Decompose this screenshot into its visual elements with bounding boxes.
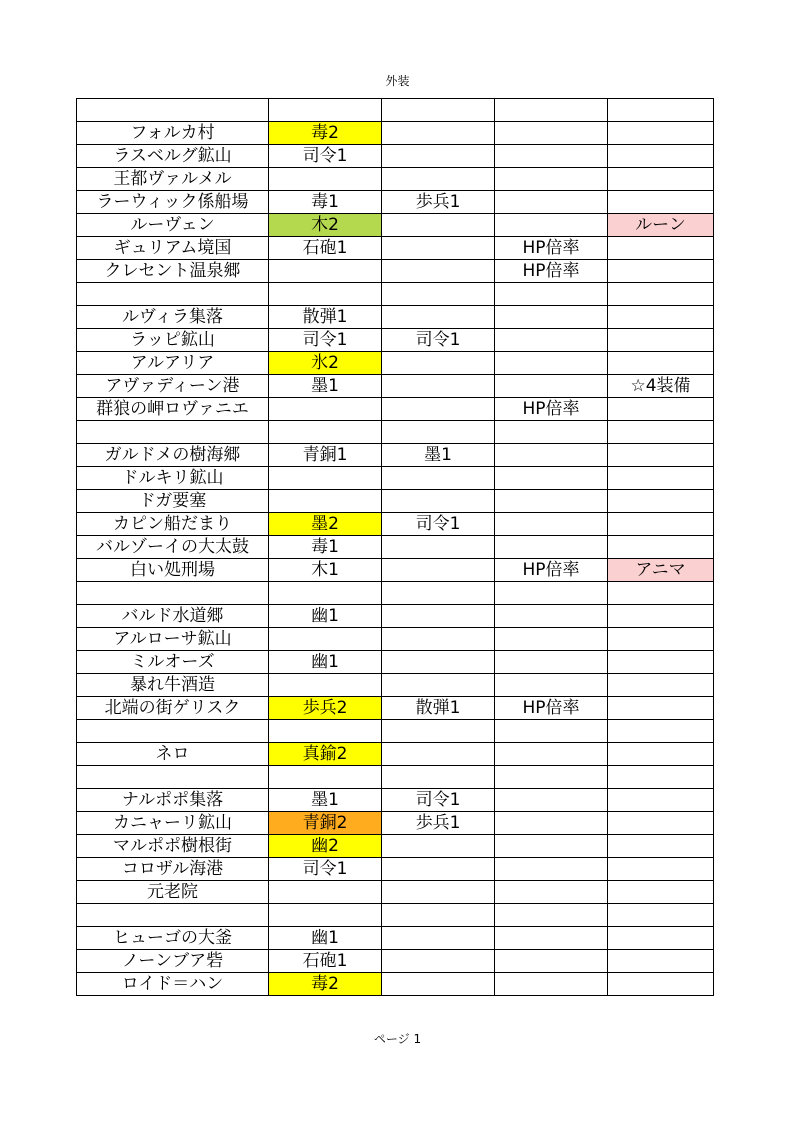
material-secondary-cell [382, 973, 495, 996]
material-primary-cell: 木2 [269, 214, 382, 237]
hp-multiplier-cell [495, 490, 608, 513]
hp-multiplier-cell [495, 973, 608, 996]
spacer-row [77, 582, 714, 605]
table-row [77, 191, 714, 214]
sheet-header-title: 外装 [385, 74, 410, 88]
location-name-cell: 元老院 [77, 881, 269, 904]
material-primary-cell [269, 766, 382, 789]
location-name-cell: ガルドメの樹海郷 [77, 444, 269, 467]
spacer-row [77, 421, 714, 444]
material-secondary-cell: 司令1 [382, 789, 495, 812]
special-cell [608, 421, 714, 444]
table-row [77, 835, 714, 858]
location-name-cell: 暴れ牛酒造 [77, 674, 269, 697]
equipment-table-body [77, 99, 714, 996]
location-name-cell: 王都ヴァルメル [77, 168, 269, 191]
special-cell [608, 973, 714, 996]
location-name-cell [77, 582, 269, 605]
special-cell [608, 858, 714, 881]
hp-multiplier-cell [495, 835, 608, 858]
special-cell [608, 145, 714, 168]
table-row [77, 168, 714, 191]
material-primary-cell: 墨1 [269, 789, 382, 812]
table-row [77, 651, 714, 674]
material-secondary-cell [382, 881, 495, 904]
location-name-cell [77, 421, 269, 444]
hp-multiplier-cell: HP倍率 [495, 237, 608, 260]
hp-multiplier-cell [495, 444, 608, 467]
location-name-cell: マルポポ樹根街 [77, 835, 269, 858]
material-primary-cell [269, 582, 382, 605]
hp-multiplier-cell [495, 582, 608, 605]
special-cell [608, 674, 714, 697]
special-cell [608, 766, 714, 789]
hp-multiplier-cell: HP倍率 [495, 697, 608, 720]
special-cell: アニマ [608, 559, 714, 582]
table-row [77, 444, 714, 467]
hp-multiplier-cell [495, 766, 608, 789]
material-secondary-cell [382, 605, 495, 628]
material-secondary-cell [382, 904, 495, 927]
table-row [77, 490, 714, 513]
material-secondary-cell [382, 950, 495, 973]
material-secondary-cell [382, 283, 495, 306]
spacer-row [77, 283, 714, 306]
special-cell [608, 720, 714, 743]
table-row [77, 329, 714, 352]
location-name-cell: ルヴィラ集落 [77, 306, 269, 329]
material-primary-cell [269, 720, 382, 743]
table-row [77, 628, 714, 651]
material-secondary-cell: 司令1 [382, 329, 495, 352]
spacer-row [77, 720, 714, 743]
special-cell [608, 927, 714, 950]
table-row [77, 260, 714, 283]
special-cell [608, 835, 714, 858]
location-name-cell: ラッピ鉱山 [77, 329, 269, 352]
hp-multiplier-cell [495, 191, 608, 214]
material-secondary-cell [382, 375, 495, 398]
material-primary-cell: 幽1 [269, 927, 382, 950]
material-primary-cell: 歩兵2 [269, 697, 382, 720]
spacer-row [77, 766, 714, 789]
hp-multiplier-cell: HP倍率 [495, 260, 608, 283]
hp-multiplier-cell [495, 651, 608, 674]
hp-multiplier-cell [495, 122, 608, 145]
special-cell: ルーン [608, 214, 714, 237]
table-row [77, 375, 714, 398]
material-secondary-cell [382, 398, 495, 421]
hp-multiplier-cell [495, 352, 608, 375]
hp-multiplier-cell [495, 329, 608, 352]
special-cell [608, 191, 714, 214]
material-secondary-cell [382, 651, 495, 674]
table-row [77, 145, 714, 168]
location-name-cell: ノーンブア砦 [77, 950, 269, 973]
material-secondary-cell [382, 467, 495, 490]
material-secondary-cell [382, 582, 495, 605]
special-cell [608, 99, 714, 122]
location-name-cell: ギュリアム境国 [77, 237, 269, 260]
special-cell: ☆4装備 [608, 375, 714, 398]
material-secondary-cell [382, 536, 495, 559]
material-primary-cell: 散弾1 [269, 306, 382, 329]
material-primary-cell: 司令1 [269, 145, 382, 168]
location-name-cell: アルアリア [77, 352, 269, 375]
location-name-cell: ネロ [77, 743, 269, 766]
hp-multiplier-cell [495, 467, 608, 490]
table-row [77, 973, 714, 996]
hp-multiplier-cell [495, 145, 608, 168]
material-primary-cell: 毒1 [269, 536, 382, 559]
location-name-cell [77, 766, 269, 789]
material-primary-cell [269, 490, 382, 513]
special-cell [608, 812, 714, 835]
material-primary-cell [269, 674, 382, 697]
location-name-cell: カニャーリ鉱山 [77, 812, 269, 835]
material-secondary-cell [382, 421, 495, 444]
table-row [77, 789, 714, 812]
location-name-cell: 北端の街ゲリスク [77, 697, 269, 720]
table-row [77, 697, 714, 720]
material-secondary-cell [382, 743, 495, 766]
material-primary-cell: 司令1 [269, 858, 382, 881]
hp-multiplier-cell [495, 168, 608, 191]
hp-multiplier-cell [495, 789, 608, 812]
material-secondary-cell [382, 628, 495, 651]
material-primary-cell: 毒1 [269, 191, 382, 214]
material-secondary-cell [382, 858, 495, 881]
table-row [77, 306, 714, 329]
table-row [77, 214, 714, 237]
material-primary-cell: 幽1 [269, 605, 382, 628]
special-cell [608, 904, 714, 927]
material-secondary-cell [382, 306, 495, 329]
material-secondary-cell [382, 559, 495, 582]
hp-multiplier-cell [495, 214, 608, 237]
material-secondary-cell: 歩兵1 [382, 191, 495, 214]
hp-multiplier-cell [495, 605, 608, 628]
hp-multiplier-cell [495, 375, 608, 398]
location-name-cell: アヴァディーン港 [77, 375, 269, 398]
material-secondary-cell [382, 835, 495, 858]
hp-multiplier-cell [495, 743, 608, 766]
special-cell [608, 168, 714, 191]
special-cell [608, 789, 714, 812]
material-secondary-cell [382, 720, 495, 743]
table-row [77, 467, 714, 490]
hp-multiplier-cell [495, 720, 608, 743]
special-cell [608, 743, 714, 766]
material-primary-cell: 墨1 [269, 375, 382, 398]
material-secondary-cell [382, 122, 495, 145]
table-row [77, 122, 714, 145]
material-primary-cell [269, 881, 382, 904]
location-name-cell: バルド水道郷 [77, 605, 269, 628]
hp-multiplier-cell [495, 927, 608, 950]
table-row [77, 352, 714, 375]
material-secondary-cell [382, 99, 495, 122]
location-name-cell: カピン船だまり [77, 513, 269, 536]
material-secondary-cell [382, 260, 495, 283]
special-cell [608, 260, 714, 283]
hp-multiplier-cell [495, 812, 608, 835]
hp-multiplier-cell [495, 674, 608, 697]
material-primary-cell: 石砲1 [269, 950, 382, 973]
material-primary-cell: 幽2 [269, 835, 382, 858]
spacer-row [77, 904, 714, 927]
table-row [77, 950, 714, 973]
location-name-cell: ロイド＝ハン [77, 973, 269, 996]
location-name-cell: 群狼の岬ロヴァニエ [77, 398, 269, 421]
material-secondary-cell [382, 490, 495, 513]
special-cell [608, 513, 714, 536]
location-name-cell: ナルポポ集落 [77, 789, 269, 812]
material-primary-cell: 毒2 [269, 122, 382, 145]
table-row [77, 237, 714, 260]
material-primary-cell [269, 421, 382, 444]
hp-multiplier-cell [495, 858, 608, 881]
material-secondary-cell: 墨1 [382, 444, 495, 467]
location-name-cell [77, 283, 269, 306]
material-primary-cell: 氷2 [269, 352, 382, 375]
special-cell [608, 490, 714, 513]
equipment-table [76, 98, 714, 996]
hp-multiplier-cell [495, 513, 608, 536]
location-name-cell [77, 99, 269, 122]
material-primary-cell: 石砲1 [269, 237, 382, 260]
location-name-cell [77, 904, 269, 927]
material-primary-cell: 木1 [269, 559, 382, 582]
location-name-cell: ラーウィック係船場 [77, 191, 269, 214]
material-primary-cell [269, 283, 382, 306]
hp-multiplier-cell [495, 536, 608, 559]
special-cell [608, 697, 714, 720]
special-cell [608, 306, 714, 329]
table-row [77, 881, 714, 904]
hp-multiplier-cell: HP倍率 [495, 559, 608, 582]
material-primary-cell: 青銅2 [269, 812, 382, 835]
material-secondary-cell: 司令1 [382, 513, 495, 536]
hp-multiplier-cell [495, 628, 608, 651]
material-primary-cell [269, 398, 382, 421]
location-name-cell: ラスベルグ鉱山 [77, 145, 269, 168]
location-name-cell: バルゾーイの大太鼓 [77, 536, 269, 559]
material-primary-cell: 幽1 [269, 651, 382, 674]
material-secondary-cell: 歩兵1 [382, 812, 495, 835]
material-primary-cell [269, 260, 382, 283]
special-cell [608, 467, 714, 490]
location-name-cell: コロザル海港 [77, 858, 269, 881]
hp-multiplier-cell [495, 881, 608, 904]
special-cell [608, 605, 714, 628]
special-cell [608, 398, 714, 421]
table-row [77, 513, 714, 536]
material-primary-cell: 毒2 [269, 973, 382, 996]
page-number-footer: ページ 1 [373, 1032, 422, 1046]
location-name-cell: フォルカ村 [77, 122, 269, 145]
material-secondary-cell [382, 168, 495, 191]
material-secondary-cell [382, 214, 495, 237]
hp-multiplier-cell [495, 99, 608, 122]
special-cell [608, 536, 714, 559]
special-cell [608, 237, 714, 260]
hp-multiplier-cell [495, 904, 608, 927]
material-primary-cell: 青銅1 [269, 444, 382, 467]
special-cell [608, 283, 714, 306]
location-name-cell [77, 720, 269, 743]
table-row [77, 927, 714, 950]
special-cell [608, 628, 714, 651]
table-row [77, 536, 714, 559]
material-primary-cell [269, 99, 382, 122]
table-row [77, 674, 714, 697]
material-secondary-cell [382, 927, 495, 950]
special-cell [608, 881, 714, 904]
table-row [77, 743, 714, 766]
location-name-cell: ドガ要塞 [77, 490, 269, 513]
hp-multiplier-cell [495, 421, 608, 444]
special-cell [608, 122, 714, 145]
material-primary-cell [269, 467, 382, 490]
material-primary-cell [269, 904, 382, 927]
location-name-cell: ルーヴェン [77, 214, 269, 237]
spacer-row [77, 99, 714, 122]
hp-multiplier-cell: HP倍率 [495, 398, 608, 421]
special-cell [608, 651, 714, 674]
special-cell [608, 352, 714, 375]
material-secondary-cell: 散弾1 [382, 697, 495, 720]
material-primary-cell [269, 628, 382, 651]
location-name-cell: 白い処刑場 [77, 559, 269, 582]
hp-multiplier-cell [495, 306, 608, 329]
location-name-cell: ヒューゴの大釜 [77, 927, 269, 950]
hp-multiplier-cell [495, 283, 608, 306]
location-name-cell: クレセント温泉郷 [77, 260, 269, 283]
special-cell [608, 950, 714, 973]
table-row [77, 559, 714, 582]
material-secondary-cell [382, 674, 495, 697]
material-primary-cell: 墨2 [269, 513, 382, 536]
material-secondary-cell [382, 237, 495, 260]
special-cell [608, 444, 714, 467]
hp-multiplier-cell [495, 950, 608, 973]
material-secondary-cell [382, 145, 495, 168]
special-cell [608, 329, 714, 352]
location-name-cell: ミルオーズ [77, 651, 269, 674]
location-name-cell: ドルキリ鉱山 [77, 467, 269, 490]
table-row [77, 605, 714, 628]
material-primary-cell: 司令1 [269, 329, 382, 352]
table-row [77, 812, 714, 835]
material-secondary-cell [382, 352, 495, 375]
table-row [77, 398, 714, 421]
material-primary-cell: 真鍮2 [269, 743, 382, 766]
special-cell [608, 582, 714, 605]
table-row [77, 858, 714, 881]
material-secondary-cell [382, 766, 495, 789]
material-primary-cell [269, 168, 382, 191]
location-name-cell: アルローサ鉱山 [77, 628, 269, 651]
